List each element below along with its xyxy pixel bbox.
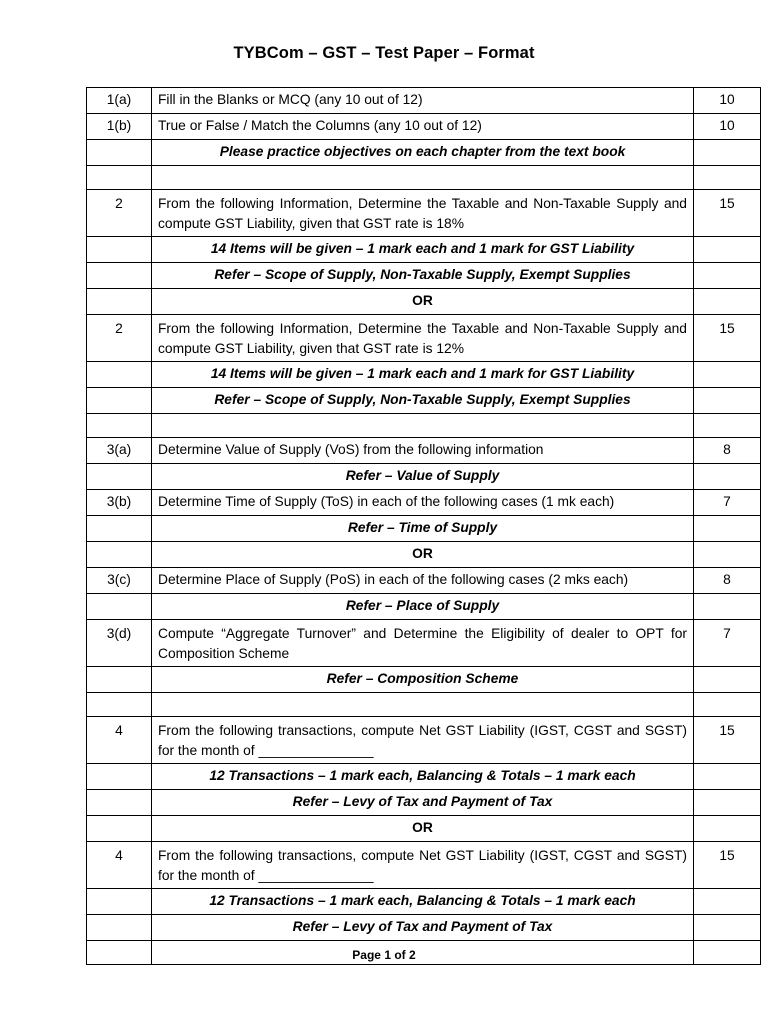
question-row <box>87 490 761 516</box>
page-current: 1 <box>384 948 391 962</box>
question-marks: 10 <box>694 88 761 114</box>
question-number: 3(a) <box>87 438 152 464</box>
instruction-row <box>87 388 761 414</box>
question-number-empty <box>87 667 152 693</box>
instruction-text: 14 Items will be given – 1 mark each and 1 mark for GST Liability <box>152 237 694 263</box>
question-number-empty <box>87 362 152 388</box>
marks-empty <box>694 237 761 263</box>
instruction-row <box>87 516 761 542</box>
question-number-empty <box>87 542 152 568</box>
question-marks: 7 <box>694 490 761 516</box>
question-marks: 7 <box>694 620 761 667</box>
or-row <box>87 816 761 842</box>
or-text: OR <box>152 816 694 842</box>
instruction-row <box>87 594 761 620</box>
marks-empty <box>694 362 761 388</box>
instruction-row <box>87 263 761 289</box>
instruction-row <box>87 237 761 263</box>
question-row <box>87 842 761 889</box>
question-number-empty <box>87 414 152 438</box>
question-marks: 15 <box>694 315 761 362</box>
question-number-empty <box>87 693 152 717</box>
instruction-text: Refer – Levy of Tax and Payment of Tax <box>152 790 694 816</box>
question-text: From the following transactions, compute Net GST Liability (IGST, CGST and SGST) for the month of _______________ <box>152 842 694 889</box>
question-marks: 8 <box>694 568 761 594</box>
question-marks: 10 <box>694 114 761 140</box>
marks-empty <box>694 464 761 490</box>
instruction-row <box>87 764 761 790</box>
question-number: 4 <box>87 842 152 889</box>
instruction-row <box>87 464 761 490</box>
question-row <box>87 438 761 464</box>
question-number-empty <box>87 516 152 542</box>
question-text: Compute “Aggregate Turnover” and Determine the Eligibility of dealer to OPT for Composition Scheme <box>152 620 694 667</box>
marks-empty <box>694 414 761 438</box>
instruction-row <box>87 362 761 388</box>
or-text: OR <box>152 542 694 568</box>
question-row <box>87 620 761 667</box>
instruction-text: 12 Transactions – 1 mark each, Balancing & Totals – 1 mark each <box>152 764 694 790</box>
instruction-row <box>87 915 761 941</box>
instruction-text: Please practice objectives on each chapter from the text book <box>152 140 694 166</box>
marks-empty <box>694 667 761 693</box>
instruction-text: Refer – Time of Supply <box>152 516 694 542</box>
blank-cell <box>152 414 694 438</box>
marks-empty <box>694 790 761 816</box>
question-number: 3(c) <box>87 568 152 594</box>
instruction-text: Refer – Scope of Supply, Non-Taxable Supply, Exempt Supplies <box>152 263 694 289</box>
question-row <box>87 717 761 764</box>
instruction-row <box>87 889 761 915</box>
or-row <box>87 289 761 315</box>
instruction-row <box>87 140 761 166</box>
question-number: 3(b) <box>87 490 152 516</box>
question-number-empty <box>87 140 152 166</box>
question-number: 2 <box>87 315 152 362</box>
marks-empty <box>694 289 761 315</box>
marks-empty <box>694 263 761 289</box>
or-row <box>87 542 761 568</box>
question-text: From the following transactions, compute Net GST Liability (IGST, CGST and SGST) for the month of _______________ <box>152 717 694 764</box>
question-marks: 15 <box>694 190 761 237</box>
instruction-text: Refer – Value of Supply <box>152 464 694 490</box>
question-number-empty <box>87 263 152 289</box>
question-number-empty <box>87 764 152 790</box>
question-marks: 15 <box>694 842 761 889</box>
question-row <box>87 88 761 114</box>
question-text: Determine Place of Supply (PoS) in each of the following cases (2 mks each) <box>152 568 694 594</box>
instruction-text: Refer – Levy of Tax and Payment of Tax <box>152 915 694 941</box>
marks-empty <box>694 693 761 717</box>
instruction-row <box>87 667 761 693</box>
marks-empty <box>694 140 761 166</box>
blank-row <box>87 693 761 717</box>
instruction-row <box>87 790 761 816</box>
question-text: From the following Information, Determine the Taxable and Non-Taxable Supply and compute GST Liability, given that GST rate is 12% <box>152 315 694 362</box>
question-number-empty <box>87 166 152 190</box>
marks-empty <box>694 166 761 190</box>
marks-empty <box>694 542 761 568</box>
question-marks: 8 <box>694 438 761 464</box>
question-text: Determine Value of Supply (VoS) from the following information <box>152 438 694 464</box>
marks-empty <box>694 516 761 542</box>
question-text: Fill in the Blanks or MCQ (any 10 out of 12) <box>152 88 694 114</box>
question-number: 3(d) <box>87 620 152 667</box>
marks-empty <box>694 594 761 620</box>
test-paper-format-table <box>86 87 761 965</box>
instruction-text: Refer – Scope of Supply, Non-Taxable Supply, Exempt Supplies <box>152 388 694 414</box>
marks-empty <box>694 915 761 941</box>
question-row <box>87 190 761 237</box>
blank-row <box>87 414 761 438</box>
question-number-empty <box>87 915 152 941</box>
instruction-text: Refer – Place of Supply <box>152 594 694 620</box>
marks-empty <box>694 388 761 414</box>
question-text: Determine Time of Supply (ToS) in each of the following cases (1 mk each) <box>152 490 694 516</box>
question-number-empty <box>87 237 152 263</box>
question-number-empty <box>87 816 152 842</box>
blank-cell <box>152 166 694 190</box>
question-number-empty <box>87 388 152 414</box>
marks-empty <box>694 816 761 842</box>
instruction-text: 12 Transactions – 1 mark each, Balancing & Totals – 1 mark each <box>152 889 694 915</box>
question-number: 4 <box>87 717 152 764</box>
question-text: From the following Information, Determine the Taxable and Non-Taxable Supply and compute GST Liability, given that GST rate is 18% <box>152 190 694 237</box>
page-title: TYBCom – GST – Test Paper – Format <box>233 44 535 62</box>
blank-cell <box>152 693 694 717</box>
question-number: 1(a) <box>87 88 152 114</box>
marks-empty <box>694 889 761 915</box>
question-number-empty <box>87 889 152 915</box>
question-row <box>87 568 761 594</box>
page-sep: of <box>391 948 409 962</box>
question-number: 1(b) <box>87 114 152 140</box>
question-number-empty <box>87 464 152 490</box>
question-number-empty <box>87 790 152 816</box>
question-row <box>87 315 761 362</box>
instruction-text: 14 Items will be given – 1 mark each and 1 mark for GST Liability <box>152 362 694 388</box>
instruction-text: Refer – Composition Scheme <box>152 667 694 693</box>
blank-row <box>87 166 761 190</box>
question-number-empty <box>87 289 152 315</box>
page-total: 2 <box>409 948 416 962</box>
marks-empty <box>694 764 761 790</box>
question-marks: 15 <box>694 717 761 764</box>
page-label: Page <box>352 948 385 962</box>
question-number-empty <box>87 594 152 620</box>
question-number: 2 <box>87 190 152 237</box>
question-text: True or False / Match the Columns (any 10 out of 12) <box>152 114 694 140</box>
question-row <box>87 114 761 140</box>
page-footer <box>0 948 768 962</box>
or-text: OR <box>152 289 694 315</box>
